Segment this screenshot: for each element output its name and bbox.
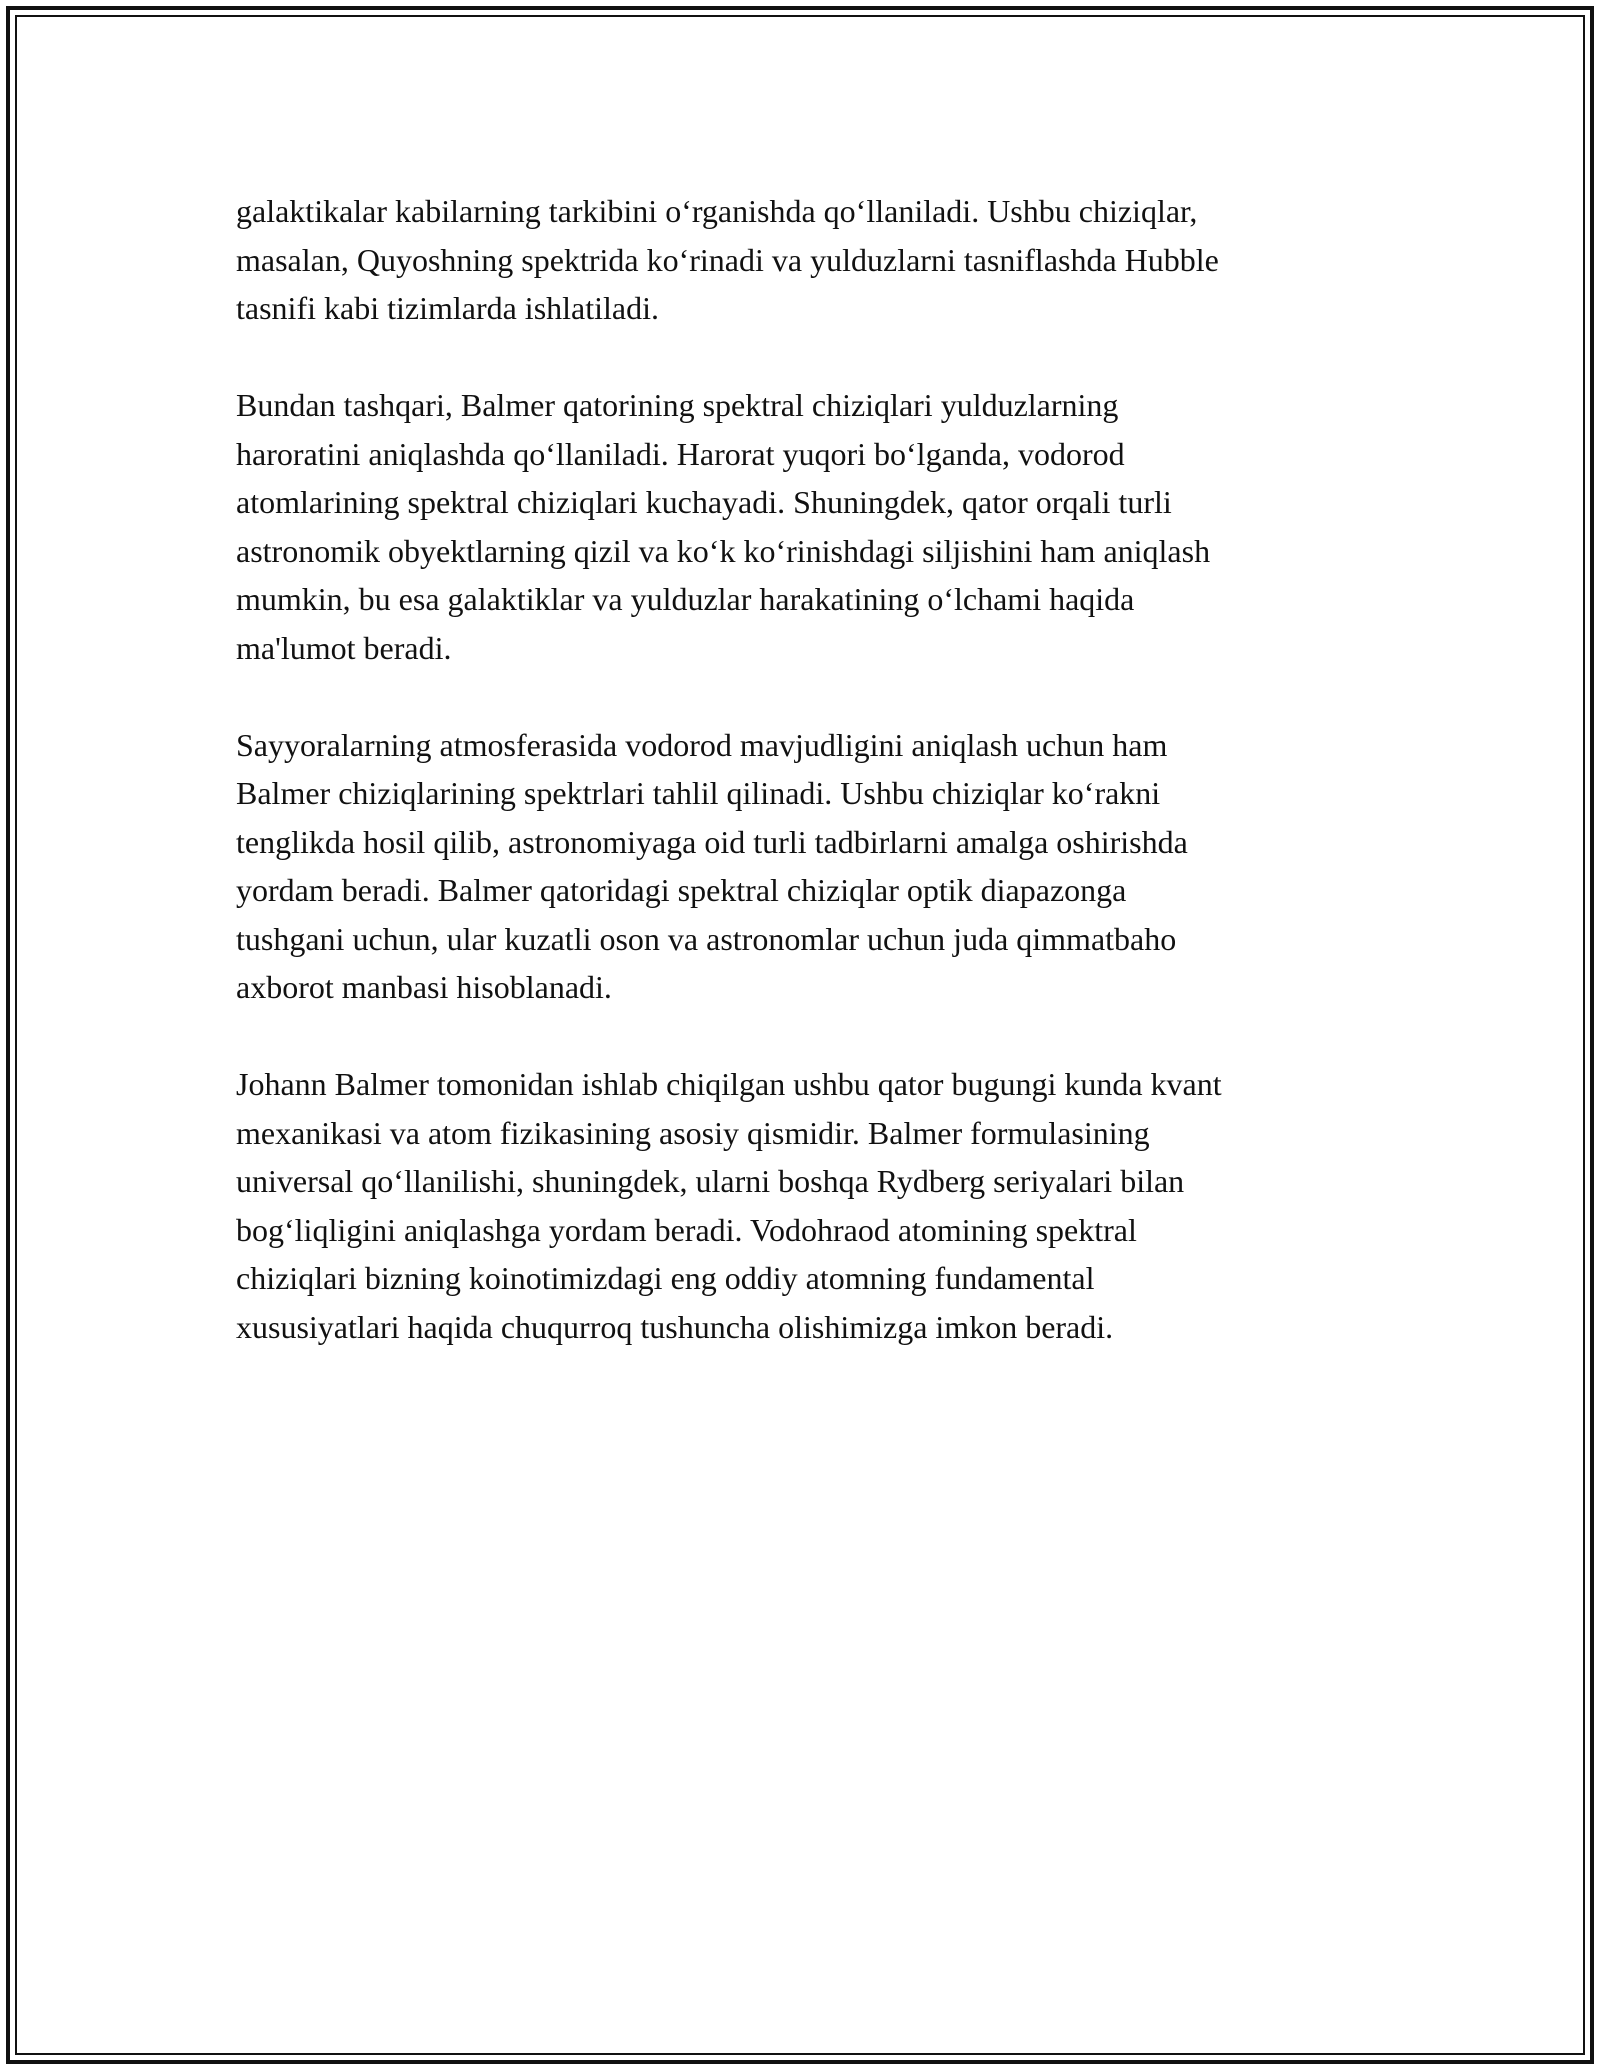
paragraph-2 — [236, 381, 1376, 672]
text-line: chiziqlari bizning koinotimizdagi eng oddiy atomning fundamental — [236, 1260, 1095, 1296]
text-line: yordam beradi. Balmer qatoridagi spektral chiziqlar optik diapazonga — [236, 872, 1127, 908]
text-line: galaktikalar kabilarning tarkibini o‘rganishda qo‘llaniladi. Ushbu chiziqlar, — [236, 193, 1198, 229]
text-line: xususiyatlari haqida chuqurroq tushuncha olishimizga imkon beradi. — [236, 1308, 1114, 1345]
text-line: haroratini aniqlashda qo‘llaniladi. Harorat yuqori bo‘lganda, vodorod — [236, 435, 1125, 472]
text-line: universal qo‘llanilishi, shuningdek, ularni boshqa Rydberg seriyalari bilan — [236, 1163, 1185, 1199]
text-line: astronomik obyektlarning qizil va ko‘k ko‘rinishdagi siljishini ham aniqlash — [236, 532, 1211, 569]
text-line: mumkin, bu esa galaktiklar va yulduzlar harakatining o‘lchami haqida — [236, 581, 1135, 617]
text-line: ma'lumot beradi. — [236, 629, 452, 666]
paragraph-4 — [236, 1060, 1376, 1351]
text-line: Balmer chiziqlarining spektrlari tahlil qilinadi. Ushbu chiziqlar ko‘rakni — [236, 775, 1161, 811]
paragraph-1 — [236, 187, 1376, 333]
text-line: bog‘liqligini aniqlashga yordam beradi. Vodohraod atomining spektral — [236, 1211, 1137, 1248]
text-line: tasnifi kabi tizimlarda ishlatiladi. — [236, 290, 659, 326]
text-line: Bundan tashqari, Balmer qatorining spektral chiziqlari yulduzlarning — [236, 387, 1119, 423]
text-line: masalan, Quyoshning spektrida ko‘rinadi va yulduzlarni tasniflashda Hubble — [236, 241, 1219, 278]
paragraph-3 — [236, 721, 1376, 1012]
text-line: tushgani uchun, ular kuzatli oson va astronomlar uchun juda qimmatbaho — [236, 920, 1177, 957]
text-line: Johann Balmer tomonidan ishlab chiqilgan ushbu qator bugungi kunda kvant — [236, 1066, 1222, 1102]
text-line: Sayyoralarning atmosferasida vodorod mavjudligini aniqlash uchun ham — [236, 726, 1168, 763]
text-line: axborot manbasi hisoblanadi. — [236, 969, 612, 1005]
document-body — [236, 187, 1376, 1400]
text-line: tenglikda hosil qilib, astronomiyaga oid turli tadbirlarni amalga oshirishda — [236, 823, 1188, 860]
text-line: atomlarining spektral chiziqlari kuchayadi. Shuningdek, qator orqali turli — [236, 484, 1172, 520]
text-line: mexanikasi va atom fizikasining asosiy qismidir. Balmer formulasining — [236, 1114, 1150, 1151]
